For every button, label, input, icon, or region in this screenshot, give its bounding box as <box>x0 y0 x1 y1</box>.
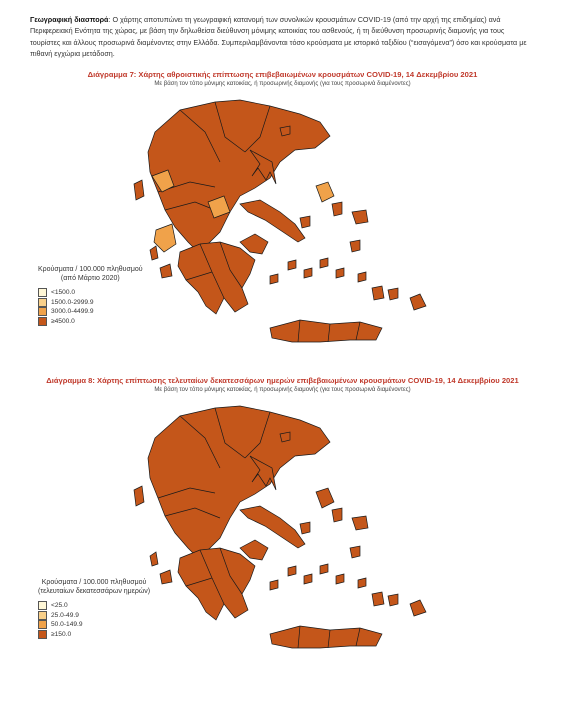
legend-title: Κρούσματα / 100.000 πληθυσμού <box>38 266 143 273</box>
legend-swatch <box>38 620 47 629</box>
legend-item <box>38 620 150 630</box>
legend-label: <1500.0 <box>51 289 76 297</box>
legend-item <box>38 307 143 317</box>
legend-label: ≥150.0 <box>51 631 72 639</box>
legend-subtitle: (από Μάρτιο 2020) <box>60 275 120 282</box>
legend-item <box>38 601 150 611</box>
legend-item <box>38 611 150 621</box>
legend-subtitle: (τελευταίων δεκατεσσάρων ημερών) <box>38 588 151 595</box>
legend-title: Κρούσματα / 100.000 πληθυσμού <box>41 579 147 586</box>
greece-map-14day <box>120 398 480 688</box>
intro-bold: Γεωγραφική διασπορά <box>30 15 109 24</box>
legend-swatch <box>38 317 47 326</box>
map-7-subtitle: Με βάση τον τόπο μόνιμης κατοικίας, ή προσωρινής διαμονής (για τους προσωρινά διαμένοντες) <box>154 81 411 87</box>
legend-swatch <box>38 601 47 610</box>
legend-swatch <box>38 611 47 620</box>
legend-label: 50.0-149.9 <box>51 621 83 629</box>
legend-label: <25.0 <box>51 602 68 610</box>
legend-item <box>38 288 143 298</box>
legend-swatch <box>38 630 47 639</box>
legend-label: 1500.0-2999.9 <box>51 298 94 306</box>
legend-swatch <box>38 307 47 316</box>
legend-swatch <box>38 298 47 307</box>
map-8-title: Διάγραμμα 8: Χάρτης επίπτωσης τελευταίων δεκατεσσάρων ημερών επιβεβαιωμένων κρουσμάτων COVID-19, 14 Δεκεμβρίου 2021 <box>46 376 519 385</box>
map-8-subtitle: Με βάση τον τόπο μόνιμης κατοικίας, ή προσωρινής διαμονής (για τους προσωρινά διαμένοντες) <box>154 387 411 393</box>
map-7-title: Διάγραμμα 7: Χάρτης αθροιστικής επίπτωσης επιβεβαιωμένων κρουσμάτων COVID-19, 14 Δεκεμβρίου 2021 <box>87 70 478 79</box>
map-7-legend <box>38 265 143 326</box>
legend-item <box>38 317 143 327</box>
greece-map-cumulative <box>120 92 480 382</box>
legend-item <box>38 630 150 640</box>
legend-label: 3000.0-4499.9 <box>51 308 94 316</box>
legend-item <box>38 298 143 308</box>
legend-label: 25.0-49.9 <box>51 611 79 619</box>
intro-text: : Ο χάρτης αποτυπώνει τη γεωγραφική κατανομή των συνολικών κρουσμάτων COVID-19 (από την αρχή της επιδημίας) ανά Περιφερειακή Ενότητα της χώρας, με βάση την δηλωθείσα διεύθυνση μόνιμης κατοικίας του ασθενούς, ή τη διεύθυνση προσωρινής διαμονής για τους τουρίστες και άλλους προσωρινά διαμένοντες στην Ελλάδα. Συμπεριλαμβάνονται τόσο κρούσματα με ιστορικό ταξιδίου (“εισαγόμενα”) όσο και κρούσματα με πιθανή εγχώρια μετάδοση. <box>30 15 527 59</box>
map-8-legend <box>38 578 150 639</box>
legend-label: ≥4500.0 <box>51 318 75 326</box>
legend-swatch <box>38 288 47 297</box>
intro-paragraph <box>30 14 535 60</box>
